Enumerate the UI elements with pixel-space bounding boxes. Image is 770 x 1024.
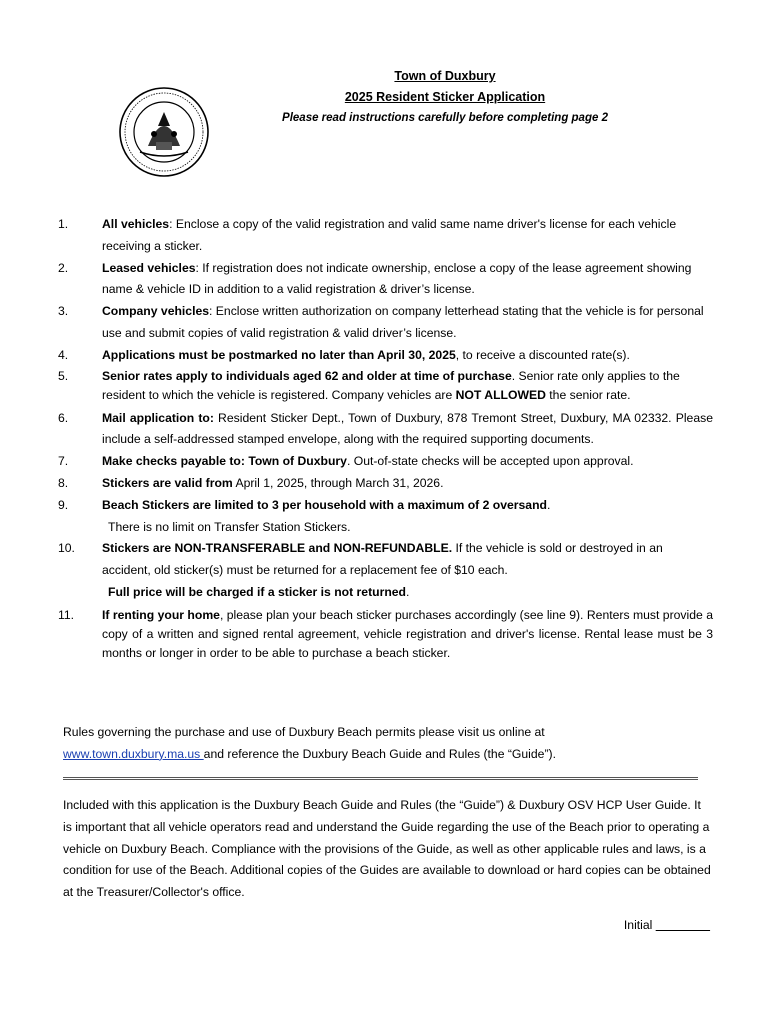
item-number: 9.	[58, 497, 69, 512]
item-number: 1.	[58, 217, 69, 231]
item-heading: Applications must be postmarked no later than April 30, 2025	[102, 347, 456, 362]
initial-field[interactable]	[624, 918, 710, 932]
list-item	[58, 473, 713, 495]
item-number: 2.	[58, 260, 69, 275]
item-emphasis: Full price will be charged if a sticker is not returned	[108, 584, 406, 599]
item-text: April 1, 2025, through March 31, 2026.	[232, 475, 444, 490]
item-text: , to receive a discounted rate(s).	[455, 347, 630, 362]
item-number: 11.	[58, 607, 75, 622]
item-text: .	[406, 584, 410, 599]
initial-blank[interactable]: ________	[655, 918, 710, 932]
item-number: 7.	[58, 454, 69, 469]
list-item	[58, 345, 713, 367]
item-number: 8.	[58, 475, 69, 490]
page-title: 2025 Resident Sticker Application	[344, 90, 546, 104]
item-text: Resident Sticker Dept., Town of Duxbury, 878 Tremont Street, Duxbury, MA 02332. Please include a self-addressed stamped envelope, along with the required supporting documents.	[102, 410, 713, 447]
item-number: 3.	[58, 304, 69, 319]
item-heading: If renting your home	[102, 607, 220, 622]
item-number: 5.	[58, 368, 69, 383]
document-header	[150, 66, 740, 128]
item-heading: Make checks payable to: Town of Duxbury	[102, 454, 347, 469]
item-emphasis: NOT ALLOWED	[455, 387, 546, 402]
town-name: Town of Duxbury	[394, 69, 496, 83]
item-heading: Senior rates apply to individuals aged 62 and older at time of purchase	[102, 368, 512, 383]
rules-paragraph	[63, 722, 713, 766]
included-paragraph: Included with this application is the Duxbury Beach Guide and Rules (the “Guide”) & Duxbury OSV HCP User Guide. It is important that all vehicle operators read and understand the Guide regarding the use of the Beach prior to operating a vehicle on Duxbury Beach. Compliance with the provisions of the Guide, as well as other applicable rules and laws, is a condition for use of the Beach. Additional copies of the Guides are available to download or hard copies can be obtained at the Treasurer/Collector's office.	[63, 798, 711, 900]
item-number: 10.	[58, 541, 75, 556]
item-text: . Senior rate only applies to the resident to which the vehicle is registered. Company vehicles are	[102, 368, 680, 402]
instructions-list	[58, 214, 713, 663]
list-item	[58, 606, 713, 663]
item-heading: Beach Stickers are limited to 3 per household with a maximum of 2 oversand	[102, 497, 547, 512]
item-text: : Enclose written authorization on company letterhead stating that the vehicle is for personal use and submit copies of valid registration & valid driver’s license.	[102, 304, 704, 340]
town-website-link[interactable]: www.town.duxbury.ma.us	[63, 746, 204, 761]
item-number: 6.	[58, 410, 69, 425]
item-text: , please plan your beach sticker purchases accordingly (see line 9). Renters must provide a copy of a written and signed rental agreement, vehicle registration and driver's license. Rental lease must be 3 months or longer in order to be able to purchase a beach sticker.	[102, 607, 713, 660]
list-item	[58, 301, 713, 345]
list-item	[58, 367, 713, 405]
initial-label: Initial	[623, 918, 653, 932]
list-item	[58, 408, 713, 452]
list-item	[58, 538, 713, 603]
item-number: 4.	[58, 347, 69, 362]
item-text: : If registration does not indicate ownership, enclose a copy of the lease agreement showing name & vehicle ID in addition to a valid registration & driver’s license.	[102, 260, 692, 297]
item-heading: Leased vehicles	[102, 260, 196, 275]
item-text: . Out-of-state checks will be accepted upon approval.	[346, 454, 634, 469]
item-heading: Stickers are NON-TRANSFERABLE and NON-REFUNDABLE.	[102, 541, 453, 556]
list-item	[58, 495, 713, 539]
item-continuation	[58, 582, 713, 604]
item-text: .	[546, 497, 551, 512]
item-heading: All vehicles	[102, 217, 170, 231]
item-heading: Company vehicles	[102, 304, 210, 319]
item-continuation: There is no limit on Transfer Station Stickers.	[108, 519, 351, 534]
item-text: the senior rate.	[545, 387, 631, 402]
list-item	[58, 258, 713, 302]
divider	[63, 777, 698, 780]
item-heading: Stickers are valid from	[102, 475, 233, 490]
item-text: : Enclose a copy of the valid registration and valid same name driver's license for each vehicle receiving a sticker.	[102, 217, 677, 253]
item-text: If the vehicle is sold or destroyed in an accident, old sticker(s) must be returned for a replacement fee of $10 each.	[102, 541, 663, 578]
instructions-note: Please read instructions carefully before completing page 2	[282, 112, 608, 124]
rules-text: and reference the Duxbury Beach Guide and Rules (the “Guide”).	[203, 746, 556, 761]
list-item	[58, 214, 713, 258]
item-heading: Mail application to:	[102, 410, 214, 425]
list-item	[58, 451, 713, 473]
rules-text: Rules governing the purchase and use of Duxbury Beach permits please visit us online at	[63, 725, 545, 739]
